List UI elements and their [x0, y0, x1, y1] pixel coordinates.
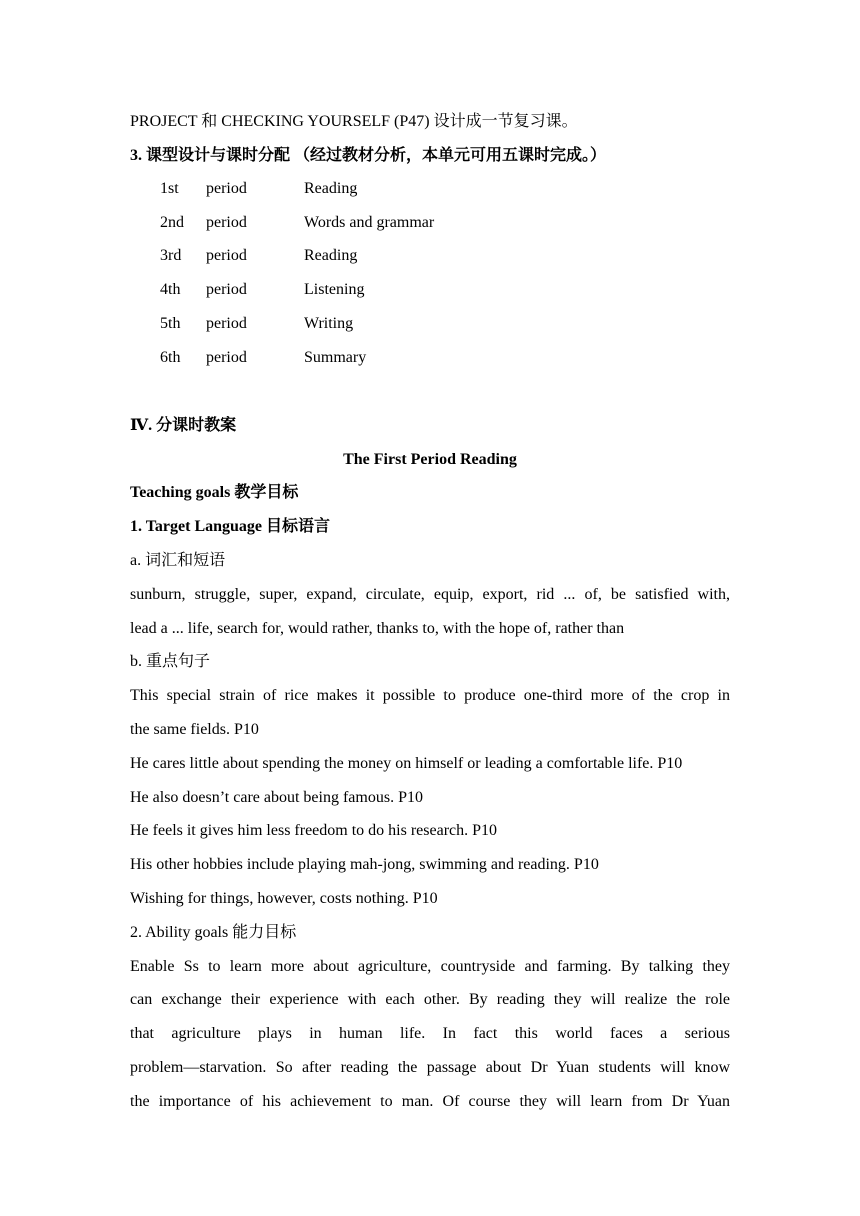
section-4-heading: Ⅳ. 分课时教案 [130, 417, 237, 434]
sentence-line: Wishing for things, however, costs nothing. P10 [130, 890, 438, 907]
period-topic: Reading [304, 180, 358, 197]
sentence-line: He cares little about spending the money on himself or leading a comfortable life. P10 [130, 755, 683, 772]
sentence-line: the same fields. P10 [130, 721, 259, 738]
vocab-label: a. 词汇和短语 [130, 552, 226, 569]
period-row [160, 314, 353, 334]
sentences-label: b. 重点句子 [130, 653, 211, 670]
period-topic: Summary [304, 349, 367, 366]
period-word: period [206, 281, 247, 298]
period-row [160, 179, 357, 199]
period-row [160, 213, 434, 233]
period-word: period [206, 349, 247, 366]
period-word: period [206, 315, 247, 332]
period-topic: Writing [304, 315, 354, 332]
vocab-line: lead a ... life, search for, would rather, thanks to, with the hope of, rather than [130, 620, 625, 637]
vocab-line: sunburn, struggle, super, expand, circulate, equip, export, rid ... of, be satisfied with, [130, 586, 730, 603]
ability-line: that agriculture plays in human life. In fact this world faces a serious [130, 1025, 730, 1042]
ability-line: can exchange their experience with each other. By reading they will realize the role [130, 991, 730, 1008]
ability-line: Enable Ss to learn more about agriculture, countryside and farming. By talking they [130, 958, 730, 975]
period-row [160, 280, 364, 300]
sentence-line: His other hobbies include playing mah-jong, swimming and reading. P10 [130, 856, 599, 873]
period-ordinal: 1st [160, 180, 179, 197]
period-topic: Listening [304, 281, 365, 298]
ability-goals-heading: 2. Ability goals 能力目标 [130, 924, 297, 941]
period-word: period [206, 247, 247, 264]
sentence-line: This special strain of rice makes it possible to produce one-third more of the crop in [130, 687, 730, 704]
period-ordinal: 2nd [160, 214, 184, 231]
period-row [160, 348, 366, 368]
intro-line: PROJECT 和 CHECKING YOURSELF (P47) 设计成一节复习课。 [130, 113, 578, 130]
target-language-heading: 1. Target Language 目标语言 [130, 518, 331, 535]
period-word: period [206, 214, 247, 231]
period-row [160, 246, 357, 266]
lesson-title: The First Period Reading [343, 451, 517, 468]
period-ordinal: 5th [160, 315, 181, 332]
period-ordinal: 3rd [160, 247, 182, 264]
sentence-line: He also doesn’t care about being famous. P10 [130, 789, 423, 806]
section-3-heading: 3. 课型设计与课时分配 （经过教材分析，本单元可用五课时完成。） [130, 147, 607, 164]
sentence-line: He feels it gives him less freedom to do his research. P10 [130, 822, 498, 839]
teaching-goals-heading: Teaching goals 教学目标 [130, 484, 299, 501]
period-topic: Words and grammar [304, 214, 435, 231]
period-word: period [206, 180, 247, 197]
ability-line: the importance of his achievement to man. Of course they will learn from Dr Yuan [130, 1093, 730, 1110]
period-topic: Reading [304, 247, 358, 264]
ability-line: problem—starvation. So after reading the passage about Dr Yuan students will know [130, 1059, 730, 1076]
period-ordinal: 4th [160, 281, 181, 298]
period-ordinal: 6th [160, 349, 181, 366]
